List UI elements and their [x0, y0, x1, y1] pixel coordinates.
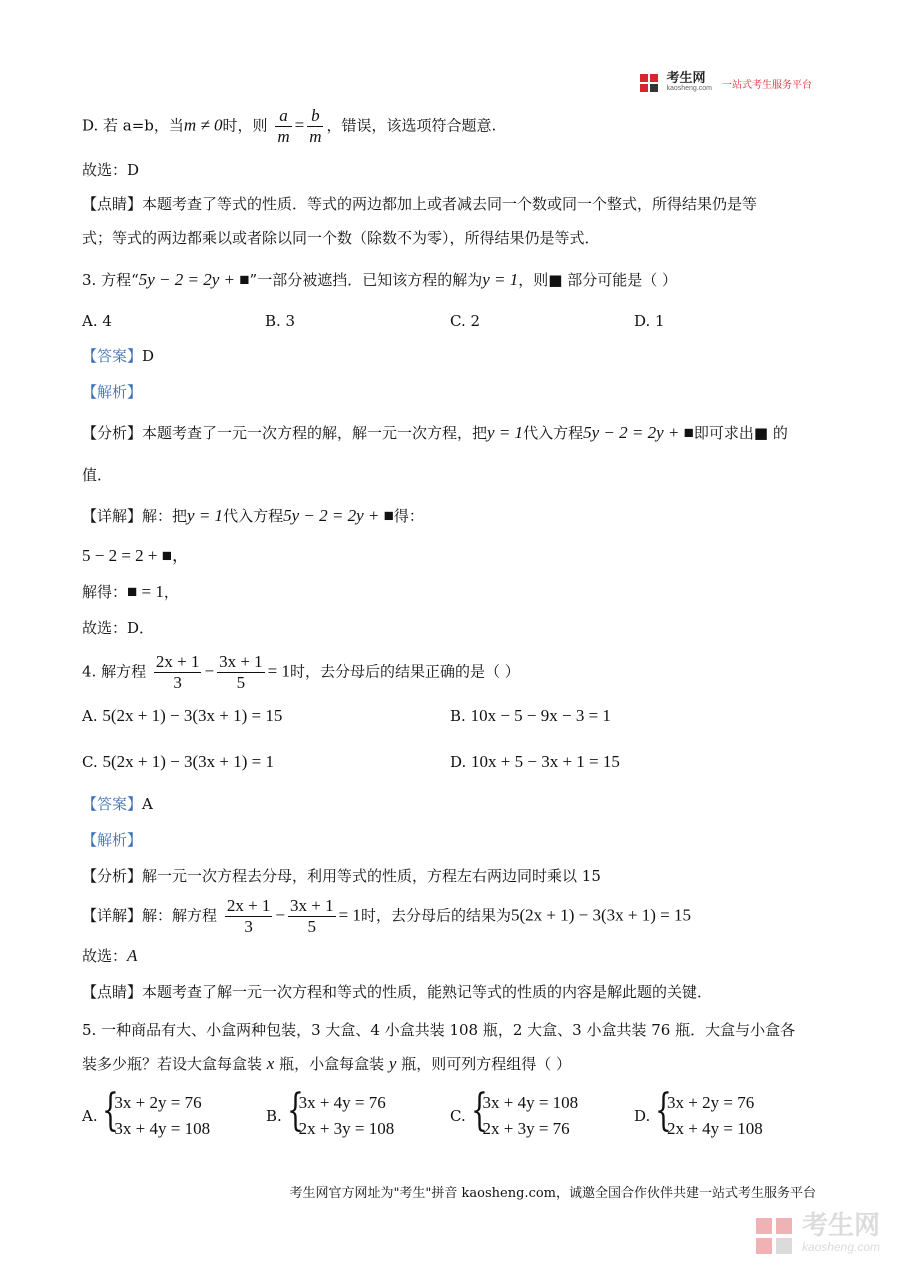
- equals: = 1: [267, 661, 290, 681]
- q3-step-2: [82, 582, 179, 602]
- minus: −: [275, 905, 285, 925]
- text: 本题考查了一元一次方程的解，解一元一次方程，把: [142, 424, 488, 442]
- brace: {: [470, 1085, 488, 1136]
- tag: 【点睛】: [82, 983, 143, 1001]
- denominator: m: [277, 127, 290, 146]
- equals: =: [294, 115, 305, 135]
- box: ■: [753, 424, 769, 442]
- math: 5 − 2 = 2 + ■，: [82, 546, 190, 565]
- kaosheng-watermark-icon: [752, 1214, 796, 1258]
- q2-tip-1: [82, 194, 757, 214]
- q5-option-c: [450, 1085, 579, 1142]
- q3-option-a: A. 4: [82, 312, 112, 330]
- q3-option-b: B. 3: [265, 312, 296, 330]
- brace: {: [102, 1085, 120, 1136]
- q4-option-d: [450, 752, 620, 772]
- tag: 【分析】: [82, 867, 143, 885]
- math: 10x − 5 − 9x − 3 = 1: [470, 706, 611, 725]
- equals: = 1: [338, 905, 361, 925]
- math: ■ = 1: [127, 582, 164, 601]
- q3-option-d: D. 1: [634, 312, 665, 330]
- denominator: 3: [173, 673, 182, 692]
- numerator: b: [307, 106, 323, 127]
- tag: 【详解】: [82, 906, 143, 925]
- q3-analysis-cont: 值．: [82, 466, 113, 484]
- math: y = 1: [487, 423, 524, 442]
- text: 的: [768, 424, 788, 442]
- fraction: [275, 106, 291, 147]
- fraction: [225, 896, 273, 937]
- text: 部分可能是（ ）: [562, 271, 677, 289]
- denominator: 5: [307, 917, 317, 936]
- text: 解：把: [142, 507, 188, 525]
- text: ，错误，该选项符合题意.: [326, 116, 497, 135]
- equation: 3x + 2y = 76: [667, 1093, 755, 1112]
- q5-question-1: 5. 一种商品有大、小盒两种包装，3 大盒、4 小盒共装 108 瓶，2 大盒、3 小盒共装 76 瓶．大盒与小盒各: [82, 1021, 796, 1039]
- text: 时，去分母后的结果为: [360, 906, 511, 925]
- math: 5(2x + 1) − 3(3x + 1) = 15: [510, 905, 691, 925]
- q4-option-a: [82, 706, 282, 726]
- equation: 3x + 4y = 108: [114, 1119, 211, 1138]
- tag: 【点睛】: [82, 195, 143, 213]
- text: 得：: [393, 507, 424, 525]
- text: 本题考查了解一元一次方程和等式的性质，能熟记等式的性质的内容是解此题的关键．: [142, 983, 713, 1001]
- numerator: 3x + 1: [290, 896, 334, 915]
- q2-answer: 故选：D: [82, 161, 140, 179]
- denominator: 5: [236, 673, 246, 692]
- kaosheng-logo-icon: [638, 72, 660, 94]
- equation: 5y − 2 = 2y + ■: [583, 423, 694, 442]
- math: y: [388, 1054, 397, 1073]
- header-logo: [638, 72, 812, 94]
- equation-system: [286, 1085, 395, 1142]
- text: 瓶，则可列方程组得（ ）: [396, 1055, 571, 1073]
- equation: 2x + 4y = 108: [667, 1119, 763, 1138]
- text: ，: [163, 583, 179, 601]
- logo-name: 考生网: [666, 70, 706, 85]
- label: A.: [82, 707, 98, 725]
- q3-question: [82, 270, 677, 290]
- fraction: [217, 652, 265, 693]
- equation: 2x + 3y = 76: [482, 1119, 570, 1138]
- math: m ≠ 0: [183, 115, 223, 135]
- q5-option-b: [266, 1085, 395, 1142]
- text: 解一元一次方程去分母，利用等式的性质，方程左右两边同时乘以 15: [142, 867, 601, 885]
- q4-question: [82, 652, 520, 693]
- logo-domain: kaosheng.com: [666, 85, 712, 92]
- equation: 5y − 2 = 2y + ■: [283, 506, 394, 525]
- numerator: a: [275, 106, 291, 127]
- denominator: 3: [244, 917, 253, 936]
- text: 3. 方程“: [82, 271, 139, 289]
- label: C.: [450, 1107, 466, 1125]
- denominator: m: [309, 127, 322, 146]
- text: 本题考查了等式的性质．等式的两边都加上或者减去同一个数或同一个整式，所得结果仍是等: [142, 195, 758, 213]
- equation-system: [655, 1085, 763, 1142]
- math: y = 1: [187, 506, 224, 525]
- text: 故选：: [82, 947, 128, 965]
- label: B.: [450, 707, 466, 725]
- math: 10x + 5 − 3x + 1 = 15: [471, 752, 620, 771]
- q4-final: [82, 946, 137, 966]
- text: A: [142, 795, 153, 813]
- minus: −: [204, 661, 215, 681]
- fraction: [288, 896, 336, 937]
- text: 时，则: [222, 116, 268, 135]
- q4-tip: [82, 982, 712, 1002]
- equation: 3x + 4y = 76: [298, 1093, 386, 1112]
- equation: 3x + 2y = 76: [114, 1093, 202, 1112]
- q3-final: 故选：D．: [82, 619, 155, 637]
- equation: 5y − 2 = 2y + ■: [138, 270, 250, 289]
- text: 装多少瓶？若设大盒每盒装: [82, 1055, 267, 1073]
- q5-option-d: [634, 1085, 763, 1142]
- q4-analysis: [82, 866, 601, 886]
- q4-jiexi: 【解析】: [82, 831, 143, 849]
- text: D: [142, 347, 155, 365]
- q3-answer: [82, 346, 154, 366]
- math: 5(2x + 1) − 3(3x + 1) = 15: [102, 706, 283, 725]
- q3-jiexi: 【解析】: [82, 383, 143, 401]
- q4-option-b: [450, 706, 611, 726]
- q3-analysis: [82, 423, 788, 443]
- q3-detail: [82, 506, 424, 526]
- label: D.: [634, 1107, 651, 1125]
- q4-answer: [82, 794, 153, 814]
- watermark: [752, 1210, 880, 1258]
- text: 即可求出: [693, 424, 754, 442]
- q3-option-c: C. 2: [450, 312, 481, 330]
- numerator: 2x + 1: [155, 652, 200, 671]
- math: x: [266, 1054, 275, 1073]
- watermark-domain: kaosheng.com: [801, 1240, 880, 1254]
- tag: 【详解】: [82, 507, 143, 525]
- equation: 2x + 3y = 108: [298, 1119, 395, 1138]
- text: 瓶，小盒每盒装: [274, 1055, 389, 1073]
- label: B.: [266, 1107, 282, 1125]
- tag: 【答案】: [82, 795, 143, 813]
- brace: {: [655, 1085, 672, 1136]
- box: ■: [548, 271, 563, 289]
- label: A.: [82, 1107, 98, 1125]
- text: 代入方程: [223, 507, 284, 525]
- text: 4. 解方程: [82, 662, 147, 681]
- equation-system: [470, 1085, 579, 1142]
- label: C.: [82, 753, 98, 771]
- equation: 3x + 4y = 108: [482, 1093, 579, 1112]
- fraction: [154, 652, 202, 693]
- math: y = 1: [482, 270, 519, 289]
- q2-tip-2: 式；等式的两边都乘以或者除以同一个数（除数不为零），所得结果仍是等式．: [82, 229, 600, 247]
- label: D.: [450, 753, 467, 771]
- q5-option-a: [82, 1085, 211, 1142]
- text: 解得：: [82, 583, 128, 601]
- text: ，则: [518, 271, 549, 289]
- text: D. 若 a=b，当: [82, 116, 184, 135]
- tag: 【答案】: [82, 347, 143, 365]
- fraction: [307, 106, 323, 147]
- numerator: 3x + 1: [219, 652, 263, 671]
- text: 代入方程: [523, 424, 584, 442]
- tag: 【分析】: [82, 424, 143, 442]
- q3-step-1: [82, 546, 189, 566]
- numerator: 2x + 1: [226, 896, 271, 915]
- logo-slogan: 一站式考生服务平台: [722, 79, 812, 91]
- footer-text: 考生网官方网址为"考生"拼音 kaosheng.com，诚邀全国合作伙伴共建一站式考生服务平台: [289, 1186, 816, 1201]
- watermark-name: 考生网: [801, 1210, 880, 1240]
- q4-option-c: [82, 752, 274, 772]
- option-d-explanation: [82, 106, 496, 147]
- equation-system: [102, 1085, 211, 1142]
- text: ”一部分被遮挡．已知该方程的解为: [249, 271, 483, 289]
- math: 5(2x + 1) − 3(3x + 1) = 1: [102, 752, 274, 771]
- q4-detail: [82, 896, 691, 937]
- text: 解：解方程: [142, 906, 218, 925]
- math: A: [127, 946, 138, 965]
- text: 时，去分母后的结果正确的是（ ）: [290, 662, 520, 681]
- q5-question-2: [82, 1054, 571, 1074]
- brace: {: [286, 1085, 304, 1136]
